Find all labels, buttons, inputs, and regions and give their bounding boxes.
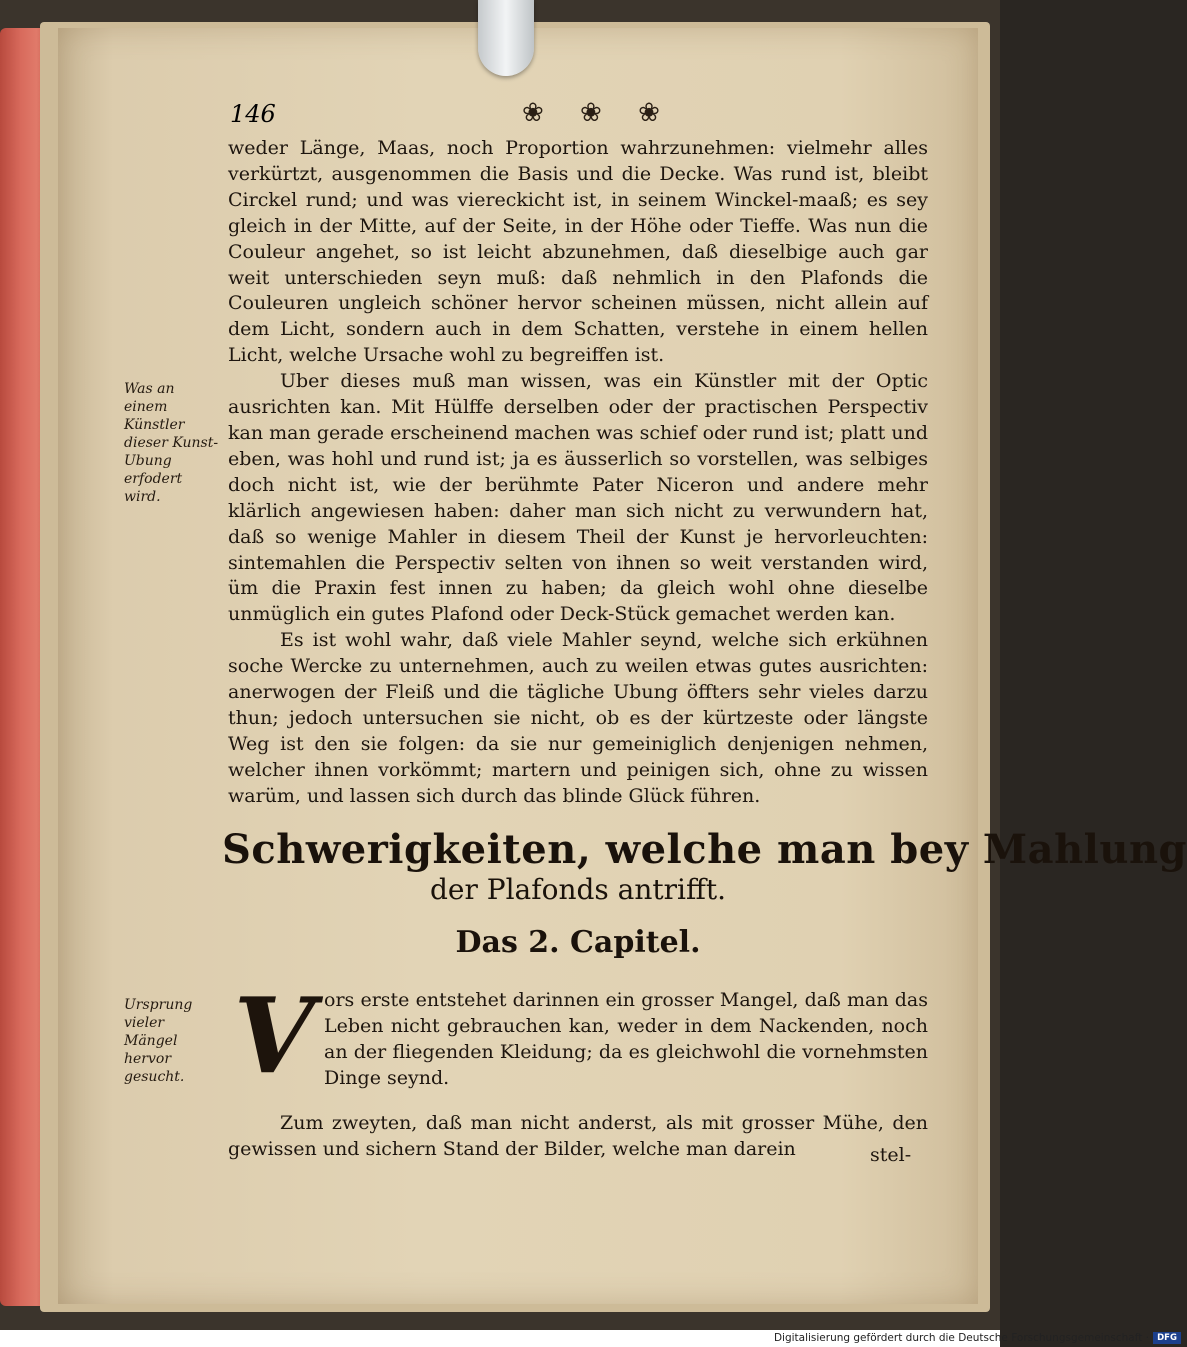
margin-note-2: Ursprung vieler Mängel hervor gesucht. [124, 997, 193, 1085]
drop-cap: V [233, 974, 315, 1097]
footer-credit: Digitalisierung gefördert durch die Deutsche Forschungsgemeinschaft · [773, 1332, 1149, 1344]
chapter-second [228, 1092, 928, 1182]
page-header [230, 100, 930, 134]
paragraph-3: Es ist wohl wahr, daß viele Mahler seynd, welche sich erkühnen soche Wercke zu unternehmen, auch zu weilen etwas gutes ausrichten: anerwogen der Fleiß und die tägliche Ubung öffters sehr vieles darzu thun; jedoch untersuchen sie nicht, ob es der kürtzeste oder längste Weg ist den sie folgen: da sie nur gemeiniglich denjenigen nehmen, welcher ihnen vorkömmt; martern und peinigen sich, ohne zu wissen warüm, und lassen sich durch das blinde Glück führen. [228, 629, 928, 807]
chapter-subtitle: der Plafonds antrifft. [429, 873, 727, 906]
paragraph-1: weder Länge, Maas, noch Proportion wahrzunehmen: vielmehr alles verkürtzt, ausgenommen die Basis und die Decke. Was rund ist, bleibt Circkel rund; und was viereckicht ist, in seinem Winckel-maaß; es sey gleich in der Mitte, auf der Seite, in der Höhe oder Tieffe. Was nun die Couleur angehet, so ist leicht abzunehmen, daß dieselbige auch gar weit unterschieden seyn muß: daß nehmlich in den Plafonds die Couleuren ungleich schöner hervor scheinen müssen, nicht allein auf dem Licht, sondern auch in dem Schatten, verstehe in einem hellen Licht, welche Ursache wohl zu begreiffen ist. [228, 137, 928, 367]
chapter-first-paragraph: ors erste entstehet darinnen ein grosser Mangel, daß man das Leben nicht gebrauchen kan, weder in dem Nackenden, noch an der fliegenden Kleidung; da es gleichwohl die vornehmsten Dinge seynd. [324, 989, 928, 1089]
catchword: stel- [870, 1144, 912, 1166]
chapter-number: Das 2. Capitel. [455, 925, 701, 960]
page-clip [478, 0, 534, 76]
dfg-logo: DFG [1153, 1332, 1181, 1344]
chapter-opening [324, 988, 928, 1092]
header-ornament: ❀ ❀ ❀ [522, 98, 674, 128]
paragraph-2: Uber dieses muß man wissen, was ein Künstler mit der Optic ausrichten kan. Mit Hülffe derselben oder der practischen Perspectiv kan man gerade erscheinend machen was schief oder rund ist; platt und eben, was hohl und rund ist; ja es äusserlich so vorstellen, was selbiges doch nicht ist, wie der berühmte Pater Niceron und andere mehr klärlich angewiesen haben: daher man sich nicht zu verwundern hat, daß so wenige Mahler in diesem Theil der Kunst je hervorleuchten: sintemahlen die Perspectiv selten von ihnen so weit verstanden wird, üm die Praxin fest innen zu haben; da gleich wohl ohne dieselbe unmüglich ein gutes Plafond oder Deck-Stück gemachet werden kan. [228, 370, 928, 626]
body-text [228, 136, 928, 810]
margin-note-1: Was an einem Künstler dieser Kunst-Ubung erfodert wird. [124, 381, 219, 505]
page-number: 146 [230, 100, 276, 128]
chapter-second-paragraph: Zum zweyten, daß man nicht anderst, als mit grosser Mühe, den gewissen und sichern Stand der Bilder, welche man darein [228, 1112, 928, 1160]
chapter-title: Schwerigkeiten, welche man bey Mahlung [222, 826, 1187, 873]
